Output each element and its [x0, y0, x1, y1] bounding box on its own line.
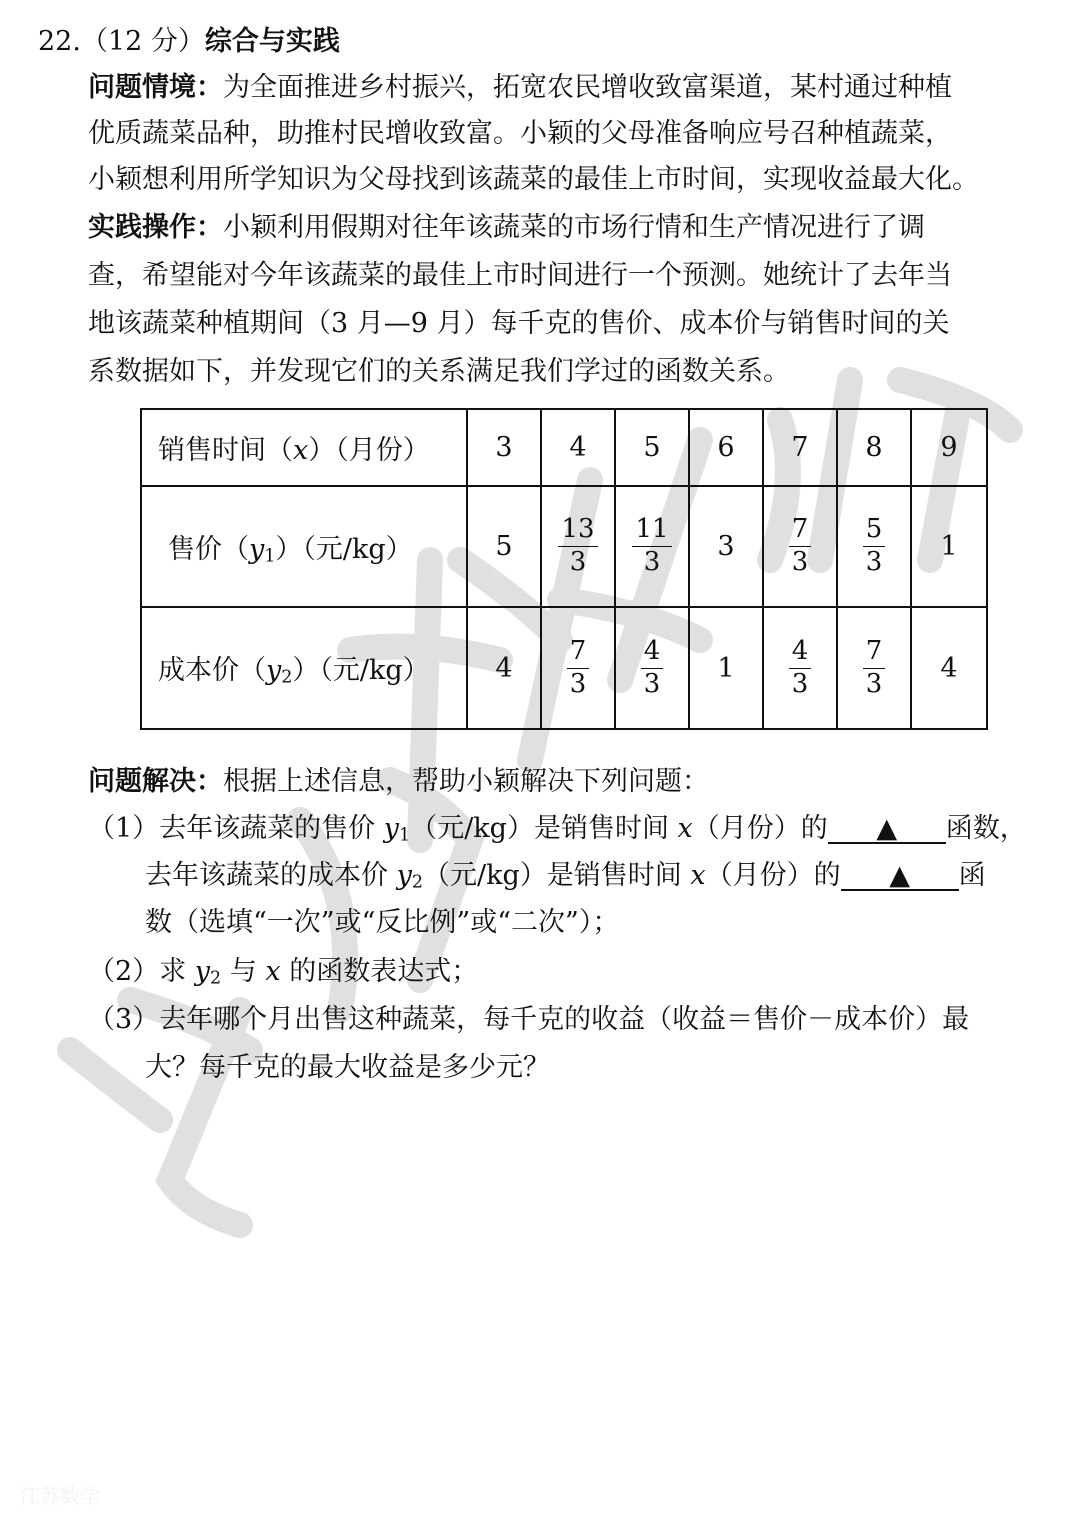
table-row [141, 607, 987, 729]
cost-cell: 4 [911, 607, 987, 729]
cost-cell: 1 [689, 607, 763, 729]
table-row [141, 486, 987, 608]
practice-label: 实践操作： [88, 212, 223, 243]
price-cell: 5 [467, 486, 541, 608]
q1-line-3: 数（选填“一次”或“反比例”或“二次”）； [145, 907, 620, 938]
cost-cell: 4 [467, 607, 541, 729]
month-cell: 3 [467, 409, 541, 486]
price-cell: 3 [689, 486, 763, 608]
price-cell [763, 486, 837, 608]
fraction: $\frac{13}{3}$ [558, 515, 597, 578]
row-header-cost: 成本价$(y_2)$（元/kg） [141, 607, 467, 729]
price-cell [837, 486, 911, 608]
practice-line-4: 系数据如下，并发现它们的关系满足我们学过的函数关系。 [88, 356, 790, 387]
situation-label: 问题情境： [88, 72, 223, 103]
row-header-month: 销售时间（x）（月份） [141, 409, 467, 486]
q3-number: （3） [88, 1004, 160, 1035]
cost-cell [763, 607, 837, 729]
solve-intro-line [88, 768, 709, 795]
month-cell: 9 [911, 409, 987, 486]
watermark-text: 江苏数学 [20, 1484, 100, 1508]
question-title: 综合与实践 [204, 26, 340, 57]
cost-cell [615, 607, 689, 729]
practice-line-3: 地该蔬菜种植期间（3 月—9 月）每千克的售价、成本价与销售时间的关 [88, 308, 950, 339]
answer-blank[interactable]: ▲ [828, 815, 946, 844]
q1-number: （1） [88, 813, 160, 844]
answer-blank[interactable]: ▲ [841, 862, 959, 891]
data-table [140, 408, 988, 730]
fraction: $\frac{7}{3}$ [789, 515, 812, 578]
cost-cell [541, 607, 615, 729]
fraction: $\frac{5}{3}$ [863, 515, 886, 578]
table-row [141, 409, 987, 486]
month-cell: 5 [615, 409, 689, 486]
fraction: $\frac{4}{3}$ [641, 637, 664, 700]
q2-line: （2）求 $y_2$ 与 x 的函数表达式； [88, 956, 479, 989]
price-cell: 1 [911, 486, 987, 608]
solve-label: 问题解决： [88, 766, 223, 797]
q3-line-1: （3）去年哪个月出售这种蔬菜，每千克的收益（收益＝售价－成本价）最 [88, 1004, 970, 1035]
month-cell: 7 [763, 409, 837, 486]
situation-text-1: 为全面推进乡村振兴，拓宽农民增收致富渠道，某村通过种植 [223, 72, 952, 103]
cost-cell [837, 607, 911, 729]
fraction: $\frac{11}{3}$ [632, 515, 671, 578]
situation-line-1 [88, 74, 952, 101]
q3-line-2: 大？每千克的最大收益是多少元？ [145, 1052, 550, 1083]
price-cell [541, 486, 615, 608]
month-cell: 4 [541, 409, 615, 486]
situation-line-3: 小颖想利用所学知识为父母找到该蔬菜的最佳上市时间，实现收益最大化。 [88, 164, 979, 195]
fraction: $\frac{7}{3}$ [567, 637, 590, 700]
fraction: $\frac{4}{3}$ [789, 637, 812, 700]
row-header-price: 售价$(y_1)$（元/kg） [141, 486, 467, 608]
question-score: （12 分） [80, 26, 205, 57]
practice-line-2: 查，希望能对今年该蔬菜的最佳上市时间进行一个预测。她统计了去年当 [88, 260, 952, 291]
price-cell [615, 486, 689, 608]
situation-line-2: 优质蔬菜品种，助推村民增收致富。小颖的父母准备响应号召种植蔬菜， [88, 118, 952, 149]
solve-intro: 根据上述信息，帮助小颖解决下列问题： [223, 766, 709, 797]
practice-line-1 [88, 214, 925, 241]
question-heading [38, 28, 340, 55]
q1-line-2: 去年该蔬菜的成本价 $y_2$（元/kg）是销售时间 x（月份）的 ▲ 函 [145, 860, 986, 893]
q1-line-1: （1）去年该蔬菜的售价 $y_1$（元/kg）是销售时间 x（月份）的 ▲ 函数， [88, 813, 1027, 846]
practice-text-1: 小颖利用假期对往年该蔬菜的市场行情和生产情况进行了调 [223, 212, 925, 243]
question-number: 22. [38, 26, 81, 57]
fraction: $\frac{7}{3}$ [863, 637, 886, 700]
q2-number: （2） [88, 956, 160, 987]
month-cell: 8 [837, 409, 911, 486]
month-cell: 6 [689, 409, 763, 486]
